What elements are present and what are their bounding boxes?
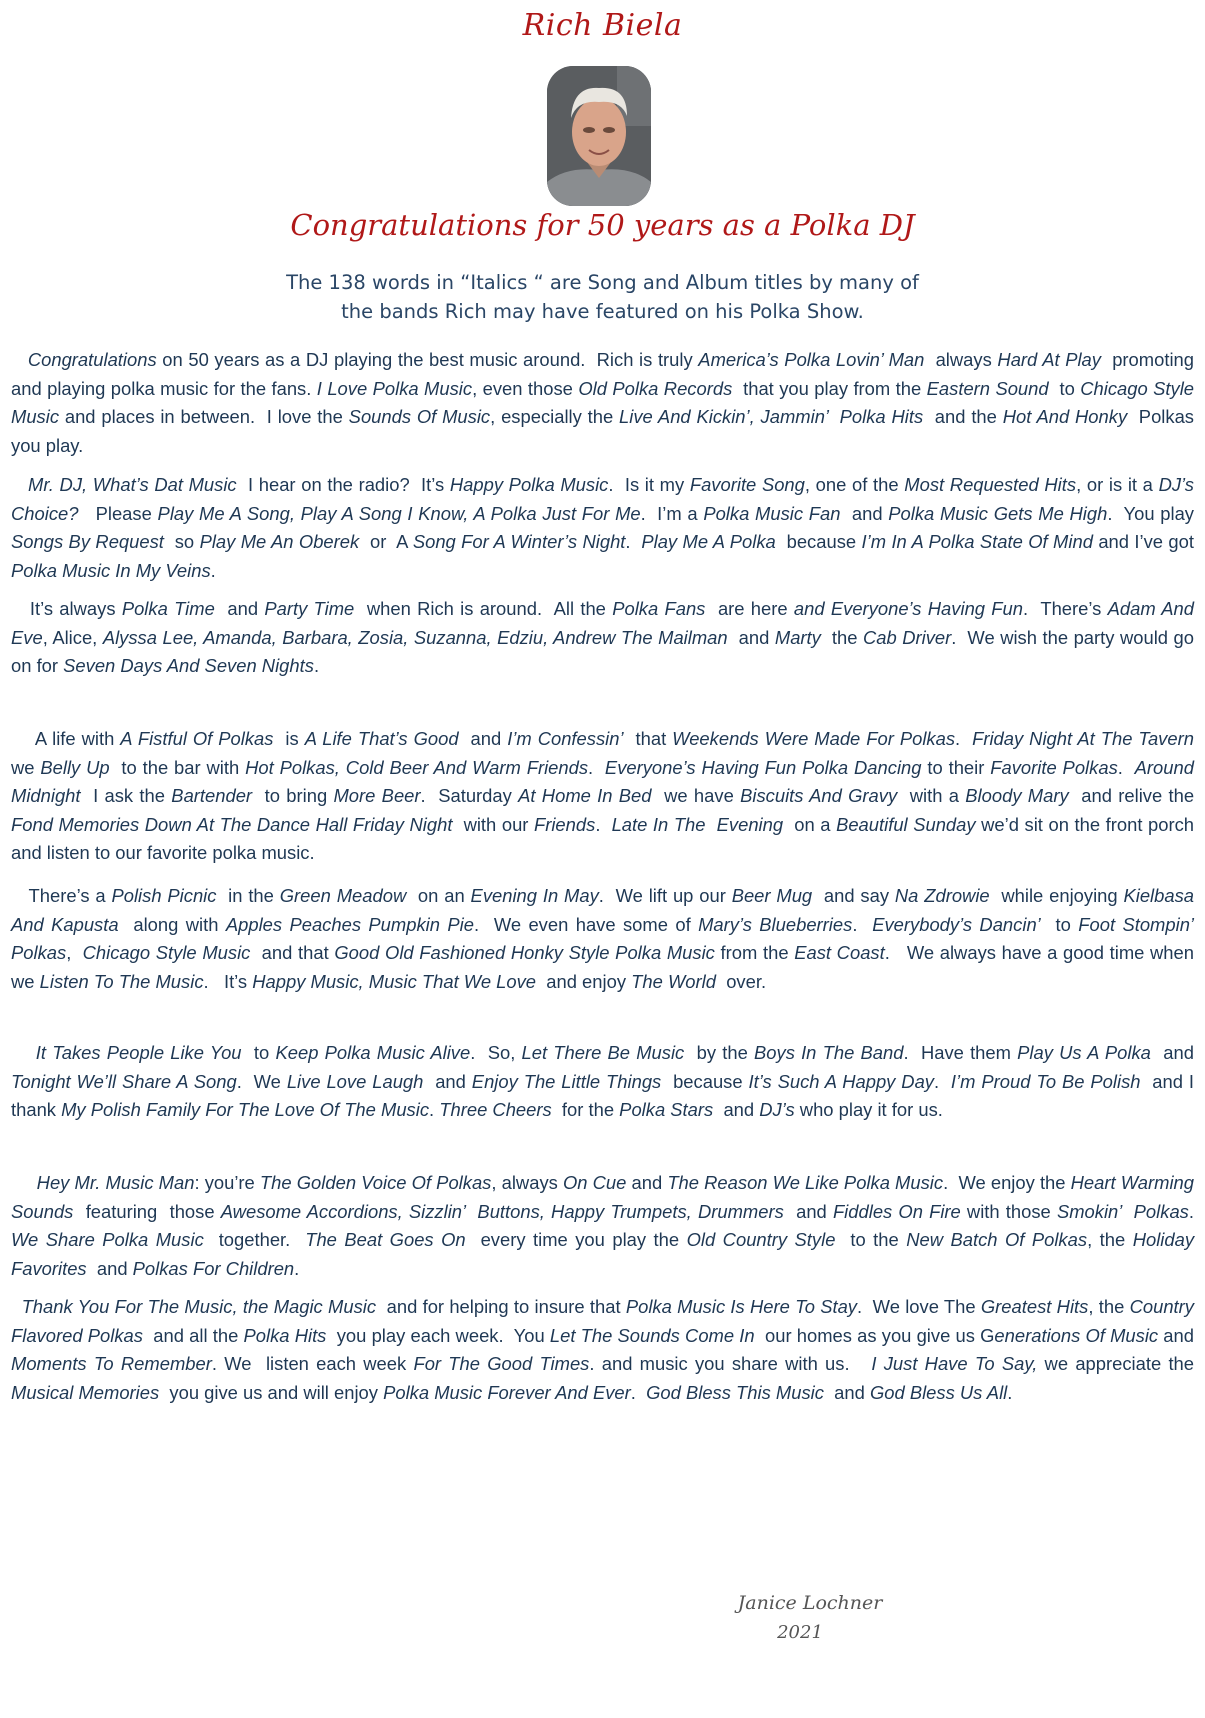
paragraph-text: . We love The	[857, 1296, 981, 1317]
paragraph-text: so	[163, 531, 200, 553]
paragraph-text: .	[630, 1381, 647, 1403]
paragraph-text: .	[210, 559, 216, 581]
paragraph-text	[11, 349, 28, 370]
song-title: I’m In A Polka State Of Mind	[861, 531, 1093, 553]
paragraph-text: and relive the	[1068, 785, 1200, 807]
paragraph-text: .	[1188, 1200, 1205, 1222]
paragraph-text: .	[955, 728, 973, 749]
paragraph-text: , always	[491, 1172, 563, 1193]
paragraph-text: with those	[960, 1200, 1057, 1222]
song-title: Smokin’ Polkas	[1056, 1200, 1189, 1222]
song-title: God Bless Us All	[869, 1381, 1008, 1403]
paragraph-text: and I’ve got	[1092, 531, 1200, 553]
song-title: Eastern Sound	[926, 377, 1049, 399]
paragraph-text: and	[783, 1200, 833, 1222]
song-title: Polkas For Children	[132, 1257, 295, 1279]
paragraph-text: . It’s	[203, 970, 253, 992]
song-title: Polka Fans	[612, 598, 706, 619]
song-title: Let The Sounds Come In	[549, 1324, 755, 1346]
paragraph-text: and	[713, 1099, 760, 1121]
song-title: The Reason We Like Polka Music	[667, 1172, 944, 1193]
paragraph-text: and	[1158, 1324, 1200, 1346]
song-title: Polka Music In My Veins	[11, 559, 211, 581]
paragraph-text: and	[86, 1257, 133, 1279]
song-title: DJ’s	[759, 1099, 795, 1121]
song-title: Thank You For The Music, the Magic Music	[21, 1296, 377, 1317]
song-title: Greatest Hits	[980, 1296, 1089, 1317]
italics-note	[250, 268, 955, 326]
song-title: Adam And Eve	[11, 598, 1200, 648]
paragraph-text: by the	[684, 1042, 754, 1063]
song-title: Belly Up	[40, 756, 110, 778]
song-title: At Home In Bed	[518, 785, 652, 807]
signature-name: Janice Lochner	[737, 1592, 883, 1614]
portrait-photo	[547, 66, 651, 206]
paragraph-text: . We	[236, 1070, 287, 1092]
paragraph-text	[11, 474, 28, 495]
paragraph-text: . We listen each week	[211, 1353, 414, 1375]
paragraph-text: to	[241, 1042, 276, 1063]
song-title: It Takes People Like You	[35, 1042, 242, 1063]
song-title: Polka Hits	[243, 1324, 327, 1346]
song-title: Play Me A Polka	[641, 531, 776, 553]
song-title: Late In The Evening	[611, 813, 784, 835]
paragraph-text: the	[820, 626, 863, 648]
song-title: Beautiful Sunday	[836, 813, 976, 835]
paragraph-text: because	[775, 531, 862, 553]
song-title: Tonight We’ll Share A Song	[11, 1070, 237, 1092]
paragraph-text: together.	[203, 1229, 306, 1251]
paragraph-text: There’s a	[11, 885, 112, 906]
song-title: I’m Proud To Be Polish	[950, 1070, 1141, 1092]
song-title: Live Love Laugh	[286, 1070, 424, 1092]
song-title: The Golden Voice Of Polkas	[259, 1172, 492, 1193]
paragraph-text: .	[313, 655, 320, 677]
paragraph-text: with our	[452, 813, 534, 835]
paragraph-text: and the	[923, 406, 1003, 428]
paragraph-text: and for helping to insure that	[376, 1296, 626, 1317]
paragraph-text: . So,	[470, 1042, 522, 1063]
song-title: Old Country Style	[686, 1229, 836, 1251]
song-title: Old Polka Records	[578, 377, 733, 399]
paragraph-text: and say	[812, 885, 895, 906]
song-title: We Share Polka Music	[11, 1229, 204, 1251]
song-title: More Beer	[333, 785, 421, 807]
song-title: Seven Days And Seven Nights	[63, 655, 314, 677]
song-title: I’m Confessin’	[507, 728, 624, 749]
song-title: Good Old Fashioned Honky Style Polka Music	[334, 942, 715, 964]
song-title: Happy Polka Music	[449, 474, 609, 495]
song-title: Hard At Play	[997, 349, 1101, 370]
paragraph-text: ,	[66, 942, 83, 964]
song-title: New Batch Of Polkas	[906, 1229, 1088, 1251]
paragraph-text: . Is it my	[608, 474, 690, 495]
paragraph-text: , even those	[472, 377, 579, 399]
paragraph-text: to the bar with	[109, 756, 246, 778]
song-title: God Bless This Music	[646, 1381, 824, 1403]
note-line-1: The 138 words in “Italics “ are Song and Album titles by many of	[286, 271, 919, 294]
paragraph-text: .	[1117, 756, 1135, 778]
song-title: Moments To Remember	[11, 1353, 212, 1375]
song-title: Evening In May	[470, 885, 599, 906]
paragraph-text: .	[625, 531, 642, 553]
paragraph-text	[11, 1172, 37, 1193]
song-title: Hot Polkas, Cold Beer And Warm Friends	[245, 756, 589, 778]
paragraph-text: and	[1150, 1042, 1200, 1063]
paragraph-text: and	[840, 502, 889, 524]
song-title: Around Midnight	[11, 756, 1200, 807]
paragraph-text: our homes as you give us G	[754, 1324, 995, 1346]
paragraph-text: to their	[921, 756, 991, 778]
paragraph-text: and	[423, 1070, 472, 1092]
song-title: East Coast	[794, 942, 885, 964]
song-title: I Love Polka Music	[316, 377, 473, 399]
paragraph-text: . You play	[1107, 502, 1200, 524]
paragraph-text: and all the	[142, 1324, 244, 1346]
song-title: Polish Picnic	[111, 885, 217, 906]
song-title: Polka Music Forever And Ever	[383, 1381, 631, 1403]
paragraph-text: for the	[551, 1099, 620, 1121]
paragraph-text: I hear on the radio? It’s	[236, 474, 450, 495]
song-title: Three Cheers	[439, 1099, 552, 1121]
paragraph-text: because	[661, 1070, 749, 1092]
song-title: Cab Driver	[862, 626, 952, 648]
song-title: Polka Time	[121, 598, 215, 619]
paragraph-text: to	[1048, 377, 1081, 399]
paragraph-text: .	[595, 813, 612, 835]
paragraph	[11, 725, 1205, 868]
song-title: Awesome Accordions, Sizzlin’ Buttons, Happy Trumpets, Drummers	[220, 1200, 784, 1222]
paragraph-text	[11, 1296, 22, 1317]
song-title: Hot And Honky	[1002, 406, 1128, 428]
paragraph-text: . We even have some of	[473, 913, 699, 935]
song-title: Holiday Favorites	[11, 1229, 1200, 1279]
paragraph-text: are here	[705, 598, 794, 619]
paragraph-text: . We wish the party would go on for	[11, 626, 1200, 677]
song-title: A Fistful Of Polkas	[120, 728, 274, 749]
page-subtitle: Congratulations for 50 years as a Polka DJ	[290, 208, 915, 242]
paragraph-text: . Have them	[903, 1042, 1018, 1063]
song-title: Congratulations	[27, 349, 157, 370]
song-title: Happy Music, Music That We Love	[252, 970, 537, 992]
paragraph-text: . There’s	[1023, 598, 1108, 619]
paragraph	[11, 1039, 1200, 1125]
paragraph-text: and enjoy	[536, 970, 632, 992]
paragraph-text: , the	[1087, 1229, 1133, 1251]
song-title: Most Requested Hits	[904, 474, 1077, 495]
paragraph-text: to the	[835, 1229, 907, 1251]
song-title: A Life That’s Good	[304, 728, 459, 749]
song-title: Green Meadow	[279, 885, 407, 906]
paragraph-text: we have	[651, 785, 741, 807]
song-title: Bartender	[171, 785, 253, 807]
paragraph-text: over.	[715, 970, 767, 992]
song-title: Friends	[533, 813, 596, 835]
paragraph-text: we	[11, 728, 1205, 778]
paragraph-text: on 50 years as a DJ playing the best music around. Rich is truly	[156, 349, 699, 370]
paragraph-text: and	[727, 626, 775, 648]
paragraph-text: in the	[216, 885, 280, 906]
paragraph-text: along with	[118, 913, 226, 935]
song-title: Song For A Winter’s Night	[412, 531, 626, 553]
paragraph-text: when Rich is around. All the	[354, 598, 613, 619]
paragraph-text: .	[852, 913, 873, 935]
paragraph-text: and that	[250, 942, 335, 964]
paragraph-text: promoting and playing polka music for the fans.	[11, 349, 1200, 399]
paragraph-text: while enjoying	[989, 885, 1124, 906]
song-title: Enjoy The Little Things	[471, 1070, 662, 1092]
page-title: Rich Biela	[522, 8, 683, 43]
song-title: Fond Memories Down At The Dance Hall Friday Night	[11, 813, 453, 835]
song-title: Chicago Style Music	[82, 942, 251, 964]
paragraph-text: . We lift up our	[598, 885, 732, 906]
song-title: Heart Warming Sounds	[11, 1172, 1200, 1222]
paragraph-text: or A	[359, 531, 413, 553]
paragraph-text: who play it for us.	[794, 1099, 943, 1121]
paragraph-text: : you’re	[194, 1172, 260, 1193]
song-title: Marty	[774, 626, 821, 648]
song-title: Favorite Song	[689, 474, 805, 495]
song-title: Favorite Polkas	[990, 756, 1118, 778]
song-title: My Polish Family For The Love Of The Music	[61, 1099, 430, 1121]
song-title: Listen To The Music	[39, 970, 204, 992]
song-title: Boys In The Band	[754, 1042, 904, 1063]
paragraph-text: and	[214, 598, 265, 619]
paragraph-text: to	[1040, 913, 1079, 935]
song-title: Party Time	[264, 598, 355, 619]
paragraph-text: on an	[406, 885, 471, 906]
paragraph-text: I ask the	[80, 785, 172, 807]
paragraph-text: . and music you share with us.	[589, 1353, 872, 1375]
paragraph-text: that you play from the	[732, 377, 927, 399]
song-title: I Just Have To Say,	[871, 1353, 1038, 1375]
paragraph-text: to bring	[252, 785, 334, 807]
paragraph-text: and	[823, 1381, 870, 1403]
paragraph-text: , or is it a	[1076, 474, 1159, 495]
paragraph-text: and places in between. I love the	[59, 406, 349, 428]
paragraph-text: is	[273, 728, 305, 749]
song-title: enerations Of Music	[994, 1324, 1159, 1346]
song-title: For The Good Times	[413, 1353, 590, 1375]
paragraph-text: and	[458, 728, 508, 749]
song-title: DJ’s Choice?	[11, 474, 1200, 524]
paragraph-text: we’d sit on the front porch and listen to our favorite polka music.	[11, 813, 1200, 864]
paragraph-text: and I thank	[11, 1070, 1200, 1121]
paragraph-text: from the	[714, 942, 795, 964]
song-title: Alyssa Lee, Amanda, Barbara, Zosia, Suzanna, Edziu, Andrew The Mailman	[102, 626, 728, 648]
paragraph-text: A life with	[11, 728, 121, 749]
paragraph-text: . I’m a	[640, 502, 704, 524]
paragraph-text: we appreciate the	[1037, 1353, 1200, 1375]
paragraph-text: , especially the	[490, 406, 620, 428]
song-title: Everybody’s Dancin’	[872, 913, 1041, 935]
paragraph-text: Please	[78, 502, 158, 524]
paragraph-text: you give us and will enjoy	[159, 1381, 384, 1403]
song-title: Beer Mug	[731, 885, 813, 906]
paragraph-text: every time you play the	[465, 1229, 687, 1251]
paragraph-text: . We enjoy the	[943, 1172, 1071, 1193]
song-title: On Cue	[562, 1172, 627, 1193]
song-title: Everyone’s Having Fun Polka Dancing	[604, 756, 922, 778]
song-title: Polka Music Is Here To Stay	[625, 1296, 857, 1317]
paragraph-text: that	[623, 728, 673, 749]
paragraph-text: Polkas you play.	[11, 406, 1205, 456]
song-title: Biscuits And Gravy	[740, 785, 898, 807]
paragraph-text: . Saturday	[420, 785, 519, 807]
song-title: The Beat Goes On	[305, 1229, 466, 1251]
paragraph-text: , the	[1088, 1296, 1130, 1317]
paragraph	[11, 1293, 1200, 1407]
song-title: Mary’s Blueberries	[698, 913, 853, 935]
paragraph-text: . We always have a good time when we	[11, 942, 1200, 992]
song-title: Mr. DJ, What’s Dat Music	[28, 474, 237, 495]
song-title: Let There Be Music	[521, 1042, 685, 1063]
song-title: Na Zdrowie	[894, 885, 990, 906]
paragraph-text: and	[626, 1172, 668, 1193]
paragraph	[11, 1169, 1205, 1283]
signature-year: 2021	[777, 1622, 823, 1643]
paragraph-text: .	[429, 1099, 440, 1121]
paragraph	[11, 346, 1205, 460]
paragraph-text: you play each week. You	[326, 1324, 550, 1346]
song-title: Bloody Mary	[965, 785, 1069, 807]
paragraph-text: .	[294, 1257, 300, 1279]
song-title: Country Flavored Polkas	[11, 1296, 1200, 1346]
song-title: The World	[631, 970, 716, 992]
song-title: Chicago Style Music	[11, 377, 1200, 428]
note-line-2: the bands Rich may have featured on his Polka Show.	[341, 300, 864, 323]
paragraph-text: .	[1007, 1381, 1013, 1403]
song-title: America’s Polka Lovin’ Man	[698, 349, 925, 370]
song-title: Musical Memories	[11, 1381, 160, 1403]
song-title: Kielbasa And Kapusta	[11, 885, 1199, 935]
song-title: Polka Music Gets Me High	[888, 502, 1108, 524]
paragraph-text: .	[588, 756, 605, 778]
song-title: Foot Stompin’ Polkas	[11, 913, 1200, 964]
paragraph-text	[11, 1042, 36, 1063]
song-title: Fiddles On Fire	[832, 1200, 961, 1222]
song-title: Play Me A Song, Play A Song I Know, A Polka Just For Me	[157, 502, 641, 524]
paragraph-text: featuring those	[73, 1200, 221, 1222]
song-title: Polka Stars	[619, 1099, 714, 1121]
paragraph-text: with a	[897, 785, 966, 807]
paragraph	[11, 882, 1200, 996]
song-title: and Everyone’s Having Fun	[793, 598, 1023, 619]
song-title: Sounds Of Music	[348, 406, 491, 428]
song-title: Friday Night At The Tavern	[972, 728, 1194, 749]
paragraph-text: .	[934, 1070, 951, 1092]
song-title: Weekends Were Made For Polkas	[672, 728, 956, 749]
song-title: Play Us A Polka	[1017, 1042, 1151, 1063]
song-title: Play Me An Oberek	[199, 531, 360, 553]
paragraph	[11, 595, 1200, 681]
song-title: Songs By Request	[11, 531, 164, 553]
song-title: Polka Music Fan	[703, 502, 841, 524]
paragraph-text: , Alice,	[42, 626, 103, 648]
song-title: It’s Such A Happy Day	[748, 1070, 934, 1092]
paragraph-text: , one of the	[804, 474, 905, 495]
song-title: Keep Polka Music Alive	[275, 1042, 471, 1063]
paragraph-text: on a	[783, 813, 837, 835]
paragraph	[11, 471, 1200, 585]
paragraph-text: always	[924, 349, 998, 370]
paragraph-text: It’s always	[11, 598, 122, 619]
song-title: Apples Peaches Pumpkin Pie	[225, 913, 474, 935]
song-title: Live And Kickin’, Jammin’ Polka Hits	[619, 406, 924, 428]
song-title: Hey Mr. Music Man	[36, 1172, 195, 1193]
